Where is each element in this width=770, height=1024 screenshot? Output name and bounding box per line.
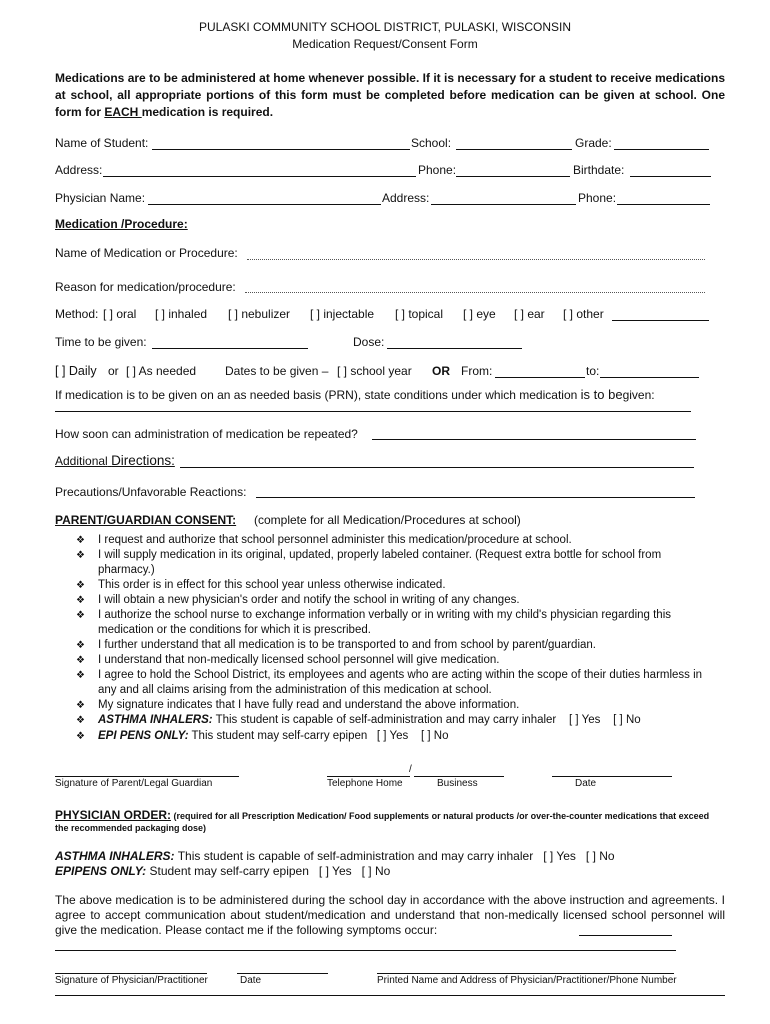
or-bold-text: OR xyxy=(432,364,450,378)
parent-date-label: Date xyxy=(575,778,597,789)
phone-label: Phone: xyxy=(418,163,457,177)
consent-heading: PARENT/GUARDIAN CONSENT: xyxy=(55,513,237,527)
diamond-bullet-icon: ❖ xyxy=(76,731,85,742)
or-text: or xyxy=(108,364,119,378)
physician-order-header xyxy=(55,809,725,834)
physician-epi-label: EPIPENS ONLY: xyxy=(55,864,147,878)
footer-divider xyxy=(55,995,725,996)
precautions-label: Precautions/Unfavorable Reactions: xyxy=(55,485,247,499)
physician-address-label: Address: xyxy=(382,191,430,205)
consent-item: ❖ I will obtain a new physician's order and notify the school in writing of any changes. xyxy=(76,594,520,606)
physician-subheading: (required for all Prescription Medication/ Food supplements or natural products /or over-the-counter medications that exceed the recommended packaging dose) xyxy=(55,811,710,833)
student-name-label: Name of Student: xyxy=(55,136,149,150)
birthdate-label: Birthdate: xyxy=(573,163,625,177)
school-year-checkbox[interactable]: [ ] school year xyxy=(337,364,412,378)
prn-label-text: If medication is to be given on an as needed basis (PRN), state conditions under which medication xyxy=(55,388,578,402)
consent-item: ❖ I authorize the school nurse to exchange information verbally or in writing with my child's physician regarding this medication or the conditions for which it is prescribed. xyxy=(76,609,672,636)
physician-epi-row xyxy=(55,864,390,878)
physician-date-field[interactable] xyxy=(237,973,328,974)
diamond-bullet-icon: ❖ xyxy=(76,595,85,606)
asthma-text: This student is capable of self-administration and may carry inhaler xyxy=(215,714,557,726)
physician-name-label: Physician Name: xyxy=(55,191,146,205)
physician-address-field[interactable] xyxy=(431,204,576,205)
birthdate-field[interactable] xyxy=(630,176,711,177)
physician-epi-text: Student may self-carry epipen xyxy=(149,864,309,878)
business-phone-label: Business xyxy=(437,778,478,789)
epi-no-checkbox[interactable]: [ ] No xyxy=(421,730,449,742)
physician-agreement-paragraph: The above medication is to be administered during the school day in accordance with the above instruction and agreements. I agree to accept communication about student/medication and understand that non-medically licensed school personnel will give the medication. Please contact me if the following symptoms occur: xyxy=(55,893,725,937)
consent-epi-item xyxy=(76,729,716,744)
physician-epi-yes-checkbox[interactable]: [ ] Yes xyxy=(318,864,352,878)
physician-signature-label: Signature of Physician/Practitioner xyxy=(55,975,208,986)
diamond-bullet-icon: ❖ xyxy=(76,640,85,651)
method-nebulizer-checkbox[interactable]: [ ] nebulizer xyxy=(228,307,291,321)
school-field[interactable] xyxy=(456,149,572,150)
diamond-bullet-icon: ❖ xyxy=(76,700,85,711)
home-phone-label: Telephone Home xyxy=(327,778,403,789)
physician-phone-field[interactable] xyxy=(617,204,710,205)
asthma-no-checkbox[interactable]: [ ] No xyxy=(613,714,641,726)
grade-field[interactable] xyxy=(614,149,709,150)
medication-heading: Medication /Procedure: xyxy=(55,217,188,231)
medication-name-label: Name of Medication or Procedure: xyxy=(55,246,238,260)
phone-field[interactable] xyxy=(456,176,570,177)
method-eye-checkbox[interactable]: [ ] eye xyxy=(463,307,496,321)
physician-asthma-text: This student is capable of self-administration and may carry inhaler xyxy=(177,849,534,863)
grade-label: Grade: xyxy=(575,136,612,150)
physician-printed-name-label: Printed Name and Address of Physician/Practitioner/Phone Number xyxy=(377,975,677,986)
physician-asthma-yes-checkbox[interactable]: [ ] Yes xyxy=(543,849,576,863)
consent-item: ❖ I understand that non-medically licensed school personnel will give medication. xyxy=(76,654,500,666)
diamond-bullet-icon: ❖ xyxy=(76,580,85,591)
physician-phone-label: Phone: xyxy=(578,191,617,205)
address-field[interactable] xyxy=(103,176,416,177)
diamond-bullet-icon: ❖ xyxy=(76,610,85,621)
asthma-yes-checkbox[interactable]: [ ] Yes xyxy=(569,714,601,726)
consent-item: ❖ I agree to hold the School District, its employees and agents who are acting within the scope of their duties harmless in any and all claims arising from the administration of this medication at school. xyxy=(76,669,703,696)
time-field[interactable] xyxy=(152,348,308,349)
parent-date-field[interactable] xyxy=(552,776,672,777)
method-topical-checkbox[interactable]: [ ] topical xyxy=(395,307,444,321)
method-inhaled-checkbox[interactable]: [ ] inhaled xyxy=(155,307,208,321)
physician-epi-no-checkbox[interactable]: [ ] No xyxy=(361,864,391,878)
directions-label xyxy=(55,453,175,468)
symptoms-field-line2[interactable] xyxy=(55,950,676,951)
intro-instructions xyxy=(55,70,725,121)
intro-text-end: medication is required. xyxy=(141,105,274,119)
consent-item: ❖ I request and authorize that school personnel administer this medication/procedure at school. xyxy=(76,534,572,546)
parent-signature-field[interactable] xyxy=(55,776,239,777)
medication-name-field[interactable] xyxy=(247,259,705,260)
repeat-label: How soon can administration of medication be repeated? xyxy=(55,427,358,441)
to-label: to: xyxy=(586,364,600,378)
physician-printed-name-field[interactable] xyxy=(377,973,674,974)
diamond-bullet-icon: ❖ xyxy=(76,670,85,681)
repeat-field[interactable] xyxy=(372,439,696,440)
directions-field[interactable] xyxy=(180,467,694,468)
consent-item: ❖ I further understand that all medication is to be transported to and from school by parent/guardian. xyxy=(76,639,596,651)
method-label: Method: xyxy=(55,307,99,321)
phone-separator: / xyxy=(409,764,412,775)
dose-field[interactable] xyxy=(387,348,522,349)
parent-signature-label: Signature of Parent/Legal Guardian xyxy=(55,778,213,789)
method-other-field[interactable] xyxy=(612,320,709,321)
school-label: School: xyxy=(411,136,452,150)
consent-item: ❖ This order is in effect for this school year unless otherwise indicated. xyxy=(76,579,446,591)
address-label: Address: xyxy=(55,163,103,177)
student-name-field[interactable] xyxy=(152,149,410,150)
method-oral-checkbox[interactable]: [ ] oral xyxy=(103,307,137,321)
consent-asthma-item xyxy=(76,713,716,728)
precautions-field[interactable] xyxy=(256,497,695,498)
asthma-label: ASTHMA INHALERS: xyxy=(98,714,213,726)
directions-label-a: Additional xyxy=(55,454,108,468)
symptoms-field[interactable] xyxy=(579,935,672,936)
prn-label xyxy=(55,387,655,402)
epi-yes-checkbox[interactable]: [ ] Yes xyxy=(376,730,409,742)
reason-label: Reason for medication/procedure: xyxy=(55,280,236,294)
prn-field[interactable] xyxy=(55,411,691,412)
diamond-bullet-icon: ❖ xyxy=(76,655,85,666)
reason-field[interactable] xyxy=(245,292,705,293)
consent-subheading: (complete for all Medication/Procedures at school) xyxy=(254,513,521,527)
prn-label-end: is to be xyxy=(580,387,623,402)
intro-each: EACH xyxy=(104,105,142,119)
consent-item: ❖ I will supply medication in its original, updated, properly labeled container. (Request extra bottle for school from pharmacy.) xyxy=(76,549,662,576)
time-label: Time to be given: xyxy=(55,335,147,349)
physician-asthma-label: ASTHMA INHALERS: xyxy=(55,849,175,863)
epi-text: This student may self-carry epipen xyxy=(191,730,368,742)
diamond-bullet-icon: ❖ xyxy=(76,715,85,726)
business-phone-field[interactable] xyxy=(414,776,504,777)
physician-name-field[interactable] xyxy=(148,204,381,205)
physician-signature-field[interactable] xyxy=(55,973,207,974)
method-other-checkbox[interactable]: [ ] other xyxy=(563,307,604,321)
physician-asthma-row xyxy=(55,849,615,863)
as-needed-checkbox[interactable]: [ ] As needed xyxy=(126,364,197,378)
diamond-bullet-icon: ❖ xyxy=(76,535,85,546)
form-title: Medication Request/Consent Form xyxy=(292,37,478,51)
prn-label-given: given: xyxy=(622,388,655,402)
physician-date-label: Date xyxy=(240,975,262,986)
physician-asthma-no-checkbox[interactable]: [ ] No xyxy=(585,849,615,863)
method-injectable-checkbox[interactable]: [ ] injectable xyxy=(310,307,375,321)
method-ear-checkbox[interactable]: [ ] ear xyxy=(514,307,545,321)
district-title: PULASKI COMMUNITY SCHOOL DISTRICT, PULASKI, WISCONSIN xyxy=(198,20,572,34)
from-field[interactable] xyxy=(495,377,585,378)
from-label: From: xyxy=(461,364,493,378)
daily-checkbox[interactable]: [ ] Daily xyxy=(55,364,97,378)
intro-text: Medications are to be administered at home whenever possible. If it is necessary for a student to receive medications at school, all appropriate portions of this form must be completed before medication can be given at school. One form for xyxy=(55,71,725,119)
home-phone-field[interactable] xyxy=(327,776,410,777)
directions-label-b: Directions: xyxy=(111,453,175,468)
dose-label: Dose: xyxy=(353,335,385,349)
epi-label: EPI PENS ONLY: xyxy=(98,730,189,742)
physician-heading: PHYSICIAN ORDER: xyxy=(55,808,172,822)
dates-label: Dates to be given – xyxy=(225,364,329,378)
to-field[interactable] xyxy=(600,377,699,378)
diamond-bullet-icon: ❖ xyxy=(76,550,85,561)
consent-item: ❖ My signature indicates that I have fully read and understand the above information. xyxy=(76,699,520,711)
